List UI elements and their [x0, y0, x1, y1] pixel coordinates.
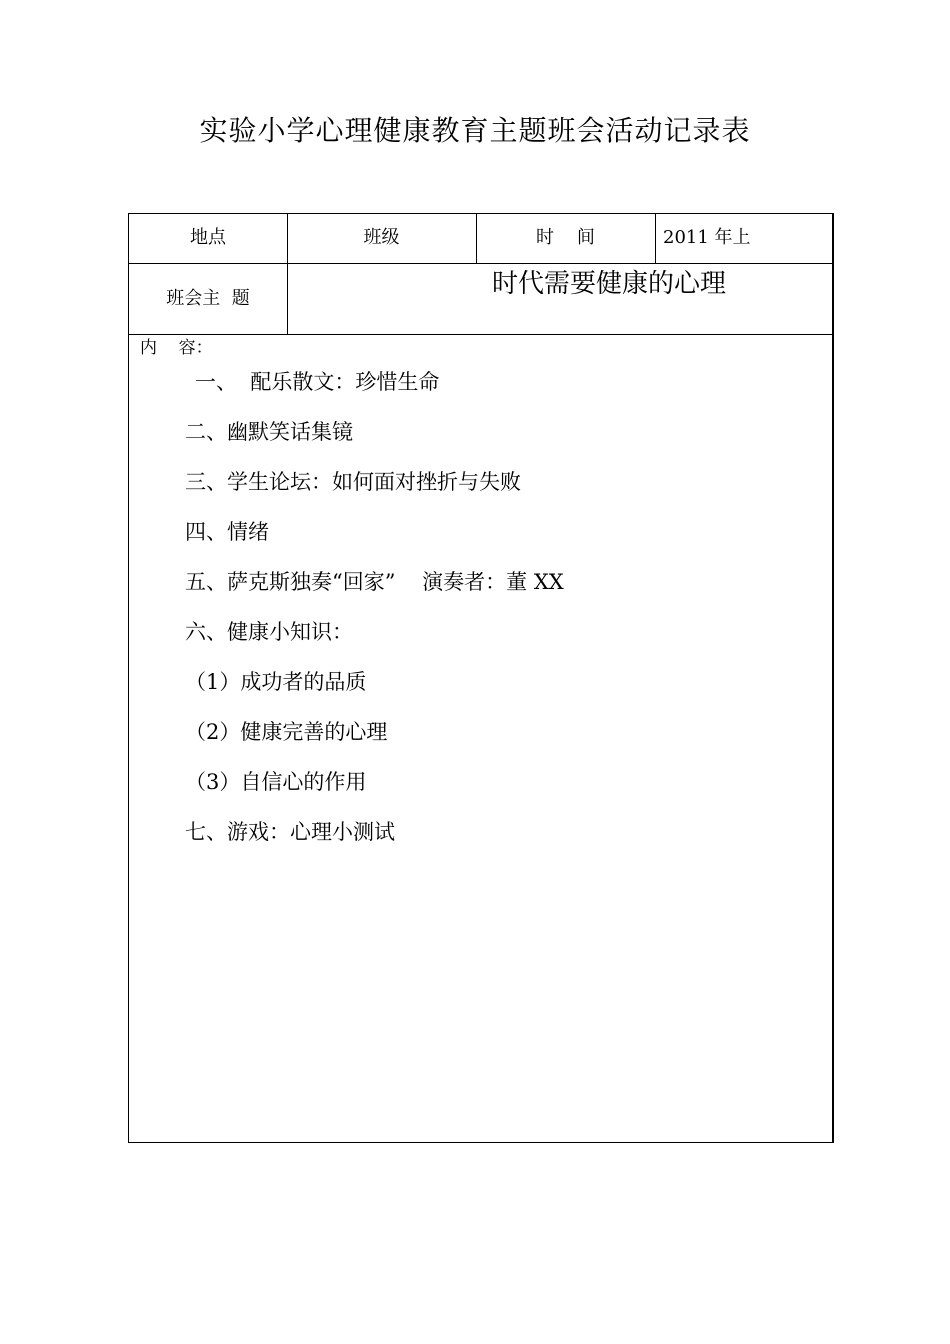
list-item: 五、萨克斯独奏“回家” 演奏者：董 XX: [185, 570, 564, 594]
list-item: （1）成功者的品质: [185, 670, 367, 694]
row-divider: [129, 334, 832, 335]
record-table: [128, 213, 834, 1143]
time-value: 2011 年上: [663, 227, 751, 248]
time-label: 时 间: [536, 227, 595, 248]
column-divider: [655, 214, 656, 263]
list-item: 二、幽默笑话集镜: [185, 420, 353, 444]
list-item: 六、健康小知识：: [185, 620, 353, 644]
location-label: 地点: [190, 227, 226, 248]
theme-value: 时代需要健康的心理: [491, 269, 726, 299]
document-title: 实验小学心理健康教育主题班会活动记录表: [199, 114, 751, 147]
content-label: 内 容：: [140, 338, 213, 358]
list-item: 七、游戏：心理小测试: [185, 820, 395, 844]
theme-label: 班会主 题: [166, 288, 250, 309]
class-label: 班级: [363, 227, 400, 248]
list-item: （3）自信心的作用: [185, 770, 367, 794]
list-item: 一、 配乐散文：珍惜生命: [195, 370, 440, 394]
list-item: 四、情绪: [185, 520, 269, 544]
list-item: （2）健康完善的心理: [185, 720, 388, 744]
row-divider: [129, 263, 832, 264]
list-item: 三、学生论坛：如何面对挫折与失败: [185, 470, 521, 494]
